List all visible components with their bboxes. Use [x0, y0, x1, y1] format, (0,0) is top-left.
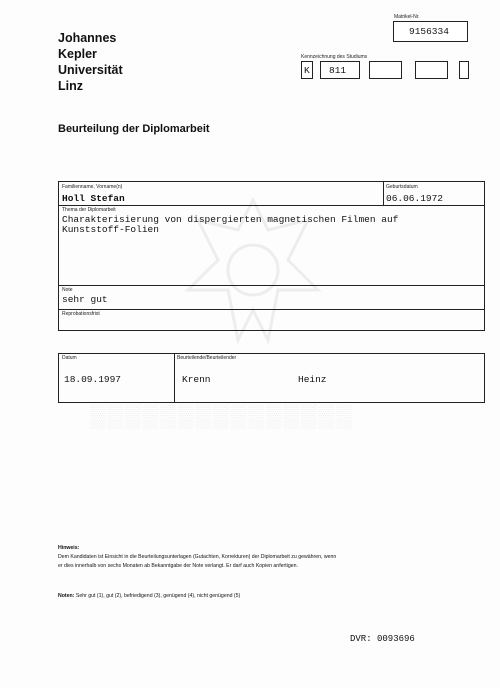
birthdate-value[interactable]: 06.06.1972	[386, 193, 444, 204]
form-title: Beurteilung der Diplomarbeit	[58, 123, 210, 135]
divider-thema-note	[58, 285, 485, 286]
grades-text: Sehr gut (1), gut (2), befriedigend (3), genügend (4), nicht genügend (5)	[74, 593, 241, 599]
studium-box-1[interactable]	[301, 61, 313, 79]
thema-line-1[interactable]: Charakterisierung von dispergierten magnetischen Filmen auf	[62, 214, 399, 225]
grades-legend	[58, 592, 240, 601]
matrikel-label: Matrikel-Nr.	[394, 14, 420, 20]
dvr-number: DVR: 0093696	[350, 634, 415, 644]
assessor-last-name[interactable]: Krenn	[182, 374, 211, 385]
matrikel-value: 9156334	[409, 26, 449, 37]
datum-divider	[174, 353, 175, 403]
birthdate-divider	[383, 181, 384, 206]
grades-heading: Noten:	[58, 593, 75, 599]
name-value[interactable]: Holl Stefan	[62, 193, 125, 204]
thema-label: Thema der Diplomarbeit	[62, 207, 116, 213]
birthdate-label: Geburtsdatum	[386, 184, 418, 190]
hinweis-line-2: er dies innerhalb von sechs Monaten ab Bekanntgabe der Note verlangt. Er darf auch Kopien anfertigen.	[58, 563, 298, 569]
assessor-section	[58, 353, 485, 403]
university-name-line4: Linz	[58, 79, 83, 93]
university-name-line1: Johannes	[58, 31, 117, 45]
studium-box-5[interactable]	[459, 61, 469, 79]
note-value[interactable]: sehr gut	[62, 294, 108, 305]
university-name	[58, 30, 123, 94]
assessor-label: Beurteilende/Beurteilender	[177, 355, 237, 361]
note-label: Note	[62, 287, 73, 293]
name-label: Familienname, Vorname(n)	[62, 184, 123, 190]
divider-note-repro	[58, 309, 485, 310]
hinweis-heading: Hinweis:	[58, 545, 80, 551]
studium-box-4[interactable]	[415, 61, 448, 79]
studium-box-2[interactable]	[320, 61, 360, 79]
university-name-line3: Universität	[58, 63, 123, 77]
university-name-line2: Kepler	[58, 47, 97, 61]
assessor-first-name[interactable]: Heinz	[298, 374, 327, 385]
studium-box-3[interactable]	[369, 61, 402, 79]
thema-line-2[interactable]: Kunststoff-Folien	[62, 224, 159, 235]
datum-label: Datum	[62, 355, 77, 361]
reprobation-label: Reprobationsfrist	[62, 311, 100, 317]
studium-box-2-value: 811	[329, 65, 347, 76]
datum-value[interactable]: 18.09.1997	[64, 374, 122, 385]
matrikel-field[interactable]	[393, 21, 468, 42]
studium-label: Kennzeichnung des Studiums	[301, 54, 368, 60]
hinweis-line-1: Dem Kandidaten ist Einsicht in die Beurteilungsunterlagen (Gutachten, Korrekturen) der Diplomarbeit zu gewähren, wenn	[58, 554, 337, 560]
republik-watermark-text: ▒▒▒▒▒▒▒▒▒▒▒▒▒▒▒	[90, 403, 354, 428]
studium-box-1-value: K	[304, 65, 310, 76]
divider-name-thema	[58, 205, 485, 206]
